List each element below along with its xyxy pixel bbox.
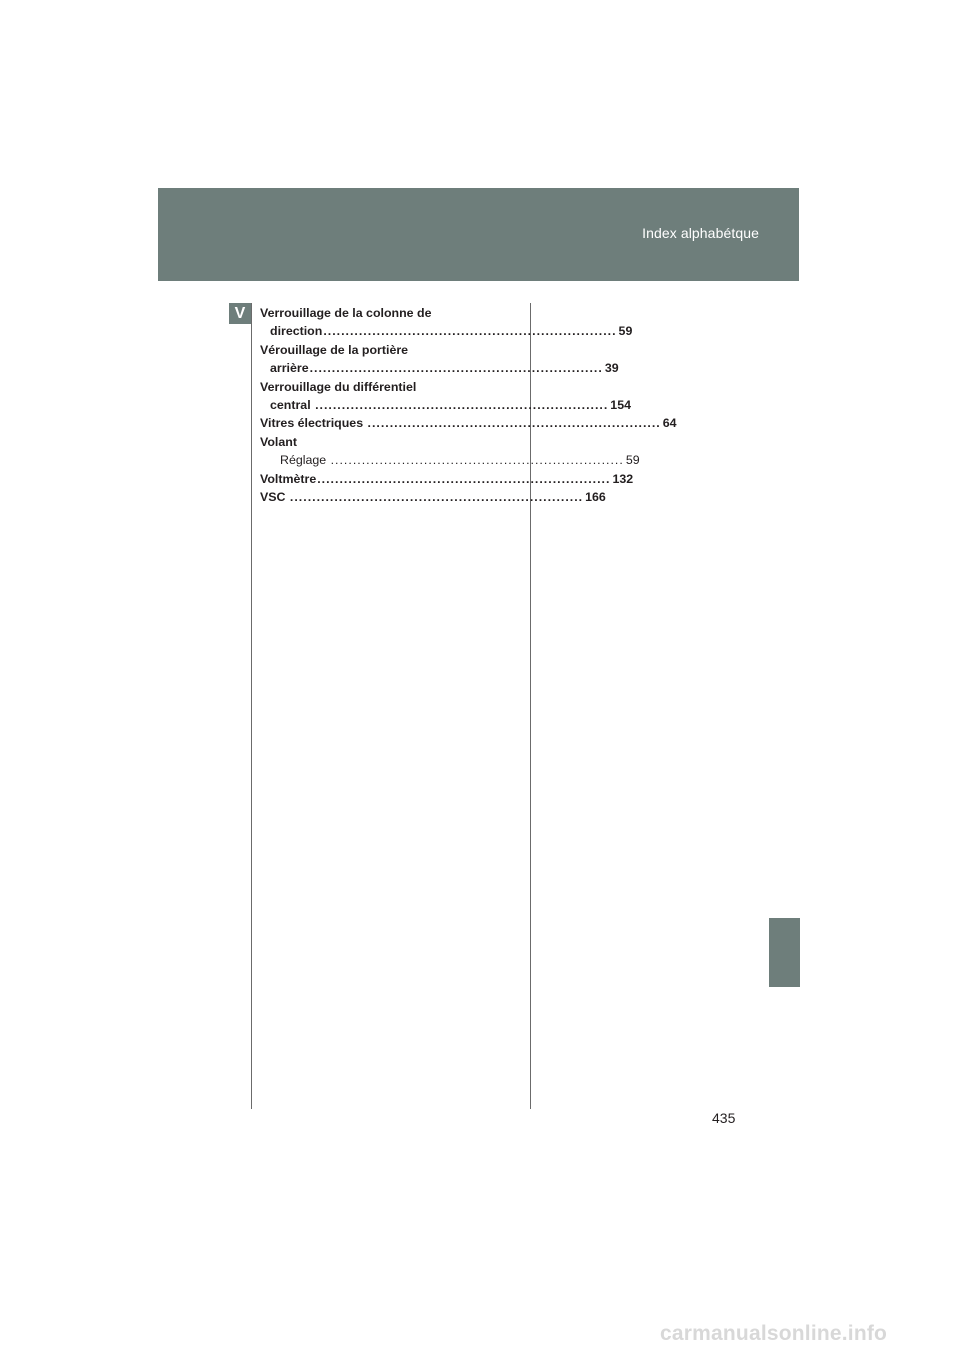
index-subentry xyxy=(260,451,640,469)
entry-label-continued: arrière xyxy=(270,361,309,376)
entry-label: Verrouillage de la colonne de xyxy=(260,306,432,320)
dot-leader: .................................................................. xyxy=(330,453,624,468)
dot-leader: .................................................................. xyxy=(289,490,584,505)
header-title: Index alphabétque xyxy=(642,225,759,241)
index-entry xyxy=(260,488,606,506)
entry-label: VSC xyxy=(260,490,289,505)
watermark-text: carmanualsonline.info xyxy=(660,1322,888,1345)
dot-leader: .................................................................. xyxy=(367,416,661,431)
entry-label-continued: direction xyxy=(270,324,323,339)
entry-page-ref: 59 xyxy=(618,324,633,339)
dot-leader: .................................................................. xyxy=(317,471,611,486)
index-entry xyxy=(260,341,619,378)
entry-page-ref: 132 xyxy=(612,471,634,486)
index-entry xyxy=(260,433,481,451)
left-column-rule xyxy=(251,303,252,1109)
subentry-label: Réglage xyxy=(280,453,330,468)
chapter-side-tab xyxy=(769,918,800,987)
entry-page-ref: 64 xyxy=(662,416,677,431)
entry-label: Verrouillage du différentiel xyxy=(260,379,417,394)
dot-leader: .................................................................. xyxy=(309,361,603,376)
entry-label: Voltmètre xyxy=(260,471,317,486)
dot-leader: .................................................................. xyxy=(315,398,609,413)
entry-label: Vitres électriques xyxy=(260,416,367,431)
index-entry xyxy=(260,414,677,432)
section-letter-badge: V xyxy=(229,303,251,324)
entry-page-ref: 166 xyxy=(585,490,606,505)
dot-leader: .................................................................. xyxy=(323,324,617,339)
index-entry xyxy=(260,378,631,415)
entry-label-continued: central xyxy=(270,398,315,413)
page-number: 435 xyxy=(712,1110,736,1126)
entry-page-ref: 154 xyxy=(610,398,631,413)
header-band xyxy=(158,188,799,281)
index-entry xyxy=(260,304,633,341)
index-list xyxy=(260,304,677,506)
entry-label: Volant xyxy=(260,434,297,449)
entry-page-ref: 59 xyxy=(625,453,640,468)
index-entry xyxy=(260,470,634,488)
entry-page-ref: 39 xyxy=(604,361,619,376)
entry-label: Vérouillage de la portière xyxy=(260,342,409,357)
